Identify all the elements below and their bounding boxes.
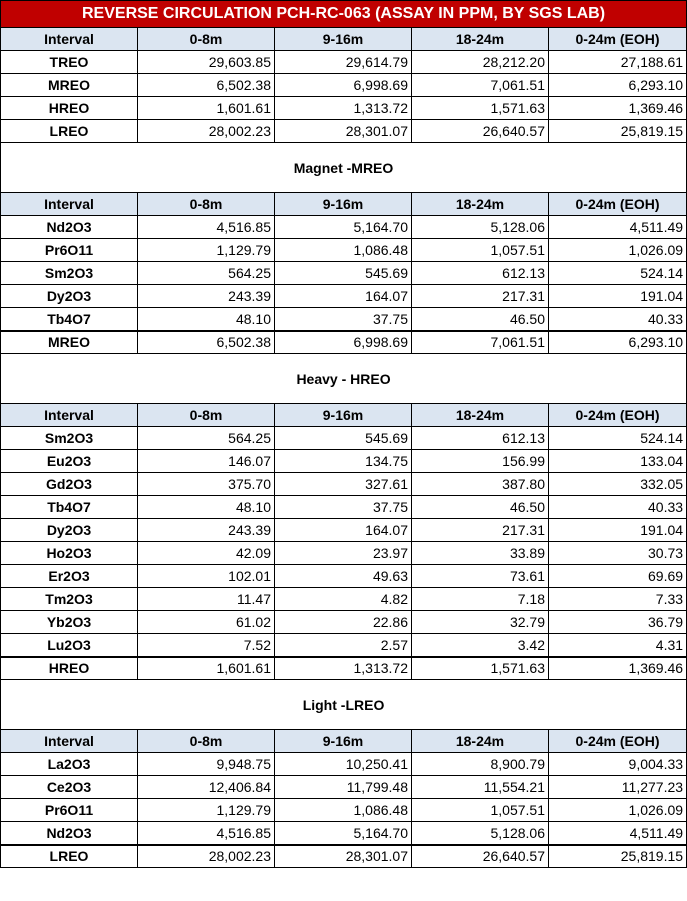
cell-value: 28,002.23	[138, 845, 275, 868]
column-header: Interval	[1, 28, 138, 51]
cell-value: 11,554.21	[412, 776, 549, 799]
cell-value: 9,948.75	[138, 753, 275, 776]
row-label: Lu2O3	[1, 634, 138, 657]
row-label: Tb4O7	[1, 496, 138, 519]
cell-value: 5,128.06	[412, 822, 549, 845]
cell-value: 37.75	[275, 308, 412, 331]
cell-value: 6,998.69	[275, 74, 412, 97]
table-row	[1, 285, 687, 308]
cell-value: 25,819.15	[549, 845, 687, 868]
cell-value: 12,406.84	[138, 776, 275, 799]
cell-value: 5,164.70	[275, 216, 412, 239]
cell-value: 243.39	[138, 519, 275, 542]
table-row	[1, 216, 687, 239]
cell-value: 5,164.70	[275, 822, 412, 845]
cell-value: 1,026.09	[549, 239, 687, 262]
cell-value: 4.31	[549, 634, 687, 657]
cell-value: 612.13	[412, 262, 549, 285]
cell-value: 69.69	[549, 565, 687, 588]
total-row	[1, 331, 687, 354]
table-row	[1, 634, 687, 657]
table-row	[1, 565, 687, 588]
cell-value: 48.10	[138, 308, 275, 331]
column-header: 9-16m	[275, 404, 412, 427]
section-title-row	[1, 680, 687, 730]
column-header: 0-24m (EOH)	[549, 730, 687, 753]
cell-value: 46.50	[412, 496, 549, 519]
table-row	[1, 450, 687, 473]
cell-value: 26,640.57	[412, 120, 549, 143]
cell-value: 6,998.69	[275, 331, 412, 354]
row-label: Nd2O3	[1, 216, 138, 239]
row-label: Pr6O11	[1, 799, 138, 822]
row-label: Dy2O3	[1, 519, 138, 542]
cell-value: 28,002.23	[138, 120, 275, 143]
row-label: Nd2O3	[1, 822, 138, 845]
cell-value: 332.05	[549, 473, 687, 496]
cell-value: 73.61	[412, 565, 549, 588]
column-header: 18-24m	[412, 404, 549, 427]
cell-value: 4,511.49	[549, 216, 687, 239]
table-row	[1, 473, 687, 496]
table-row	[1, 262, 687, 285]
cell-value: 28,301.07	[275, 845, 412, 868]
cell-value: 102.01	[138, 565, 275, 588]
cell-value: 1,129.79	[138, 799, 275, 822]
row-label: Ho2O3	[1, 542, 138, 565]
total-row	[1, 657, 687, 680]
cell-value: 191.04	[549, 285, 687, 308]
row-label: HREO	[1, 657, 138, 680]
cell-value: 28,301.07	[275, 120, 412, 143]
row-label: Tb4O7	[1, 308, 138, 331]
cell-value: 1,057.51	[412, 239, 549, 262]
row-label: Yb2O3	[1, 611, 138, 634]
cell-value: 1,369.46	[549, 657, 687, 680]
section-title-row	[1, 143, 687, 193]
cell-value: 134.75	[275, 450, 412, 473]
cell-value: 545.69	[275, 262, 412, 285]
cell-value: 46.50	[412, 308, 549, 331]
section-title: Light -LREO	[1, 680, 687, 730]
column-header: 18-24m	[412, 193, 549, 216]
cell-value: 1,129.79	[138, 239, 275, 262]
cell-value: 564.25	[138, 427, 275, 450]
cell-value: 2.57	[275, 634, 412, 657]
cell-value: 612.13	[412, 427, 549, 450]
table-row	[1, 496, 687, 519]
cell-value: 8,900.79	[412, 753, 549, 776]
section-title: Magnet -MREO	[1, 143, 687, 193]
table-row	[1, 799, 687, 822]
cell-value: 133.04	[549, 450, 687, 473]
cell-value: 217.31	[412, 285, 549, 308]
row-label: TREO	[1, 51, 138, 74]
total-row	[1, 845, 687, 868]
table-row	[1, 822, 687, 845]
row-label: Dy2O3	[1, 285, 138, 308]
column-header: 0-24m (EOH)	[549, 193, 687, 216]
cell-value: 30.73	[549, 542, 687, 565]
cell-value: 26,640.57	[412, 845, 549, 868]
column-header: 9-16m	[275, 730, 412, 753]
cell-value: 10,250.41	[275, 753, 412, 776]
cell-value: 1,369.46	[549, 97, 687, 120]
cell-value: 1,571.63	[412, 97, 549, 120]
cell-value: 4.82	[275, 588, 412, 611]
cell-value: 524.14	[549, 262, 687, 285]
cell-value: 11.47	[138, 588, 275, 611]
header-row	[1, 28, 687, 51]
table-row	[1, 776, 687, 799]
header-row	[1, 404, 687, 427]
header-row	[1, 193, 687, 216]
table-row	[1, 51, 687, 74]
column-header: 9-16m	[275, 28, 412, 51]
cell-value: 4,516.85	[138, 216, 275, 239]
cell-value: 48.10	[138, 496, 275, 519]
cell-value: 146.07	[138, 450, 275, 473]
cell-value: 327.61	[275, 473, 412, 496]
column-header: Interval	[1, 193, 138, 216]
cell-value: 217.31	[412, 519, 549, 542]
cell-value: 1,313.72	[275, 97, 412, 120]
cell-value: 375.70	[138, 473, 275, 496]
cell-value: 7,061.51	[412, 74, 549, 97]
cell-value: 1,086.48	[275, 799, 412, 822]
row-label: LREO	[1, 845, 138, 868]
column-header: 0-24m (EOH)	[549, 28, 687, 51]
row-label: Eu2O3	[1, 450, 138, 473]
section-title: Heavy - HREO	[1, 354, 687, 404]
header-row	[1, 730, 687, 753]
table-row	[1, 239, 687, 262]
cell-value: 32.79	[412, 611, 549, 634]
cell-value: 545.69	[275, 427, 412, 450]
cell-value: 11,277.23	[549, 776, 687, 799]
cell-value: 1,026.09	[549, 799, 687, 822]
cell-value: 1,057.51	[412, 799, 549, 822]
cell-value: 23.97	[275, 542, 412, 565]
column-header: Interval	[1, 404, 138, 427]
row-label: La2O3	[1, 753, 138, 776]
cell-value: 243.39	[138, 285, 275, 308]
column-header: 18-24m	[412, 28, 549, 51]
column-header: 0-8m	[138, 404, 275, 427]
column-header: 18-24m	[412, 730, 549, 753]
cell-value: 25,819.15	[549, 120, 687, 143]
column-header: 9-16m	[275, 193, 412, 216]
table-row	[1, 611, 687, 634]
cell-value: 1,601.61	[138, 657, 275, 680]
title-row	[1, 1, 687, 28]
row-label: Sm2O3	[1, 262, 138, 285]
cell-value: 1,601.61	[138, 97, 275, 120]
cell-value: 29,603.85	[138, 51, 275, 74]
cell-value: 564.25	[138, 262, 275, 285]
cell-value: 33.89	[412, 542, 549, 565]
cell-value: 1,086.48	[275, 239, 412, 262]
row-label: HREO	[1, 97, 138, 120]
cell-value: 37.75	[275, 496, 412, 519]
table-row	[1, 753, 687, 776]
cell-value: 6,293.10	[549, 331, 687, 354]
cell-value: 6,502.38	[138, 331, 275, 354]
cell-value: 7.18	[412, 588, 549, 611]
table-row	[1, 74, 687, 97]
cell-value: 7.52	[138, 634, 275, 657]
cell-value: 164.07	[275, 519, 412, 542]
table-row	[1, 120, 687, 143]
section-title-row	[1, 354, 687, 404]
cell-value: 387.80	[412, 473, 549, 496]
table-title: REVERSE CIRCULATION PCH-RC-063 (ASSAY IN PPM, BY SGS LAB)	[1, 1, 687, 28]
table-row	[1, 427, 687, 450]
cell-value: 9,004.33	[549, 753, 687, 776]
cell-value: 42.09	[138, 542, 275, 565]
row-label: Tm2O3	[1, 588, 138, 611]
cell-value: 164.07	[275, 285, 412, 308]
row-label: LREO	[1, 120, 138, 143]
cell-value: 22.86	[275, 611, 412, 634]
cell-value: 40.33	[549, 308, 687, 331]
cell-value: 49.63	[275, 565, 412, 588]
cell-value: 524.14	[549, 427, 687, 450]
column-header: 0-24m (EOH)	[549, 404, 687, 427]
row-label: Er2O3	[1, 565, 138, 588]
row-label: MREO	[1, 331, 138, 354]
cell-value: 4,511.49	[549, 822, 687, 845]
cell-value: 36.79	[549, 611, 687, 634]
cell-value: 11,799.48	[275, 776, 412, 799]
cell-value: 4,516.85	[138, 822, 275, 845]
table-row	[1, 588, 687, 611]
row-label: Pr6O11	[1, 239, 138, 262]
column-header: 0-8m	[138, 28, 275, 51]
cell-value: 61.02	[138, 611, 275, 634]
cell-value: 28,212.20	[412, 51, 549, 74]
cell-value: 191.04	[549, 519, 687, 542]
table-row	[1, 97, 687, 120]
column-header: 0-8m	[138, 730, 275, 753]
cell-value: 27,188.61	[549, 51, 687, 74]
cell-value: 6,293.10	[549, 74, 687, 97]
table-row	[1, 519, 687, 542]
table-row	[1, 542, 687, 565]
cell-value: 5,128.06	[412, 216, 549, 239]
row-label: Sm2O3	[1, 427, 138, 450]
cell-value: 3.42	[412, 634, 549, 657]
cell-value: 156.99	[412, 450, 549, 473]
cell-value: 6,502.38	[138, 74, 275, 97]
cell-value: 7.33	[549, 588, 687, 611]
row-label: Gd2O3	[1, 473, 138, 496]
row-label: MREO	[1, 74, 138, 97]
cell-value: 29,614.79	[275, 51, 412, 74]
cell-value: 40.33	[549, 496, 687, 519]
column-header: Interval	[1, 730, 138, 753]
cell-value: 7,061.51	[412, 331, 549, 354]
cell-value: 1,313.72	[275, 657, 412, 680]
row-label: Ce2O3	[1, 776, 138, 799]
column-header: 0-8m	[138, 193, 275, 216]
cell-value: 1,571.63	[412, 657, 549, 680]
table-row	[1, 308, 687, 331]
